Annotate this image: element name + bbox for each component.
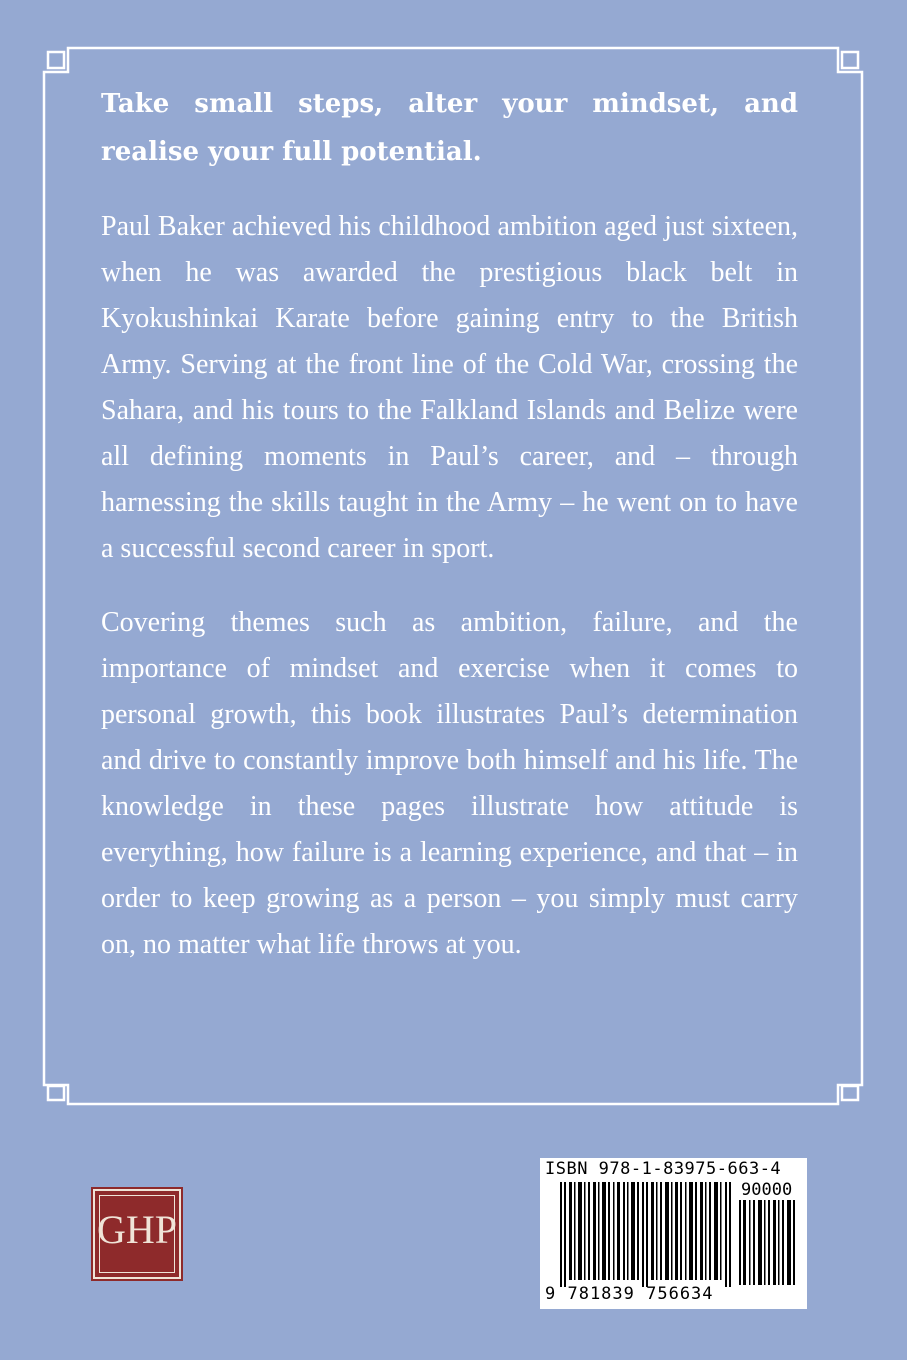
isbn-label: ISBN 978-1-83975-663-4 <box>545 1159 782 1179</box>
addon-bars <box>739 1200 799 1285</box>
ean-digits: 9 781839 756634 <box>545 1284 714 1304</box>
price-addon: 90000 <box>741 1180 793 1200</box>
blurb-paragraph-2: Covering themes such as ambition, failure, and the importance of mindset and exercise when it comes to personal growth, this book illustrates Paul’s determination and drive to constantly improve both himself and his life. The knowledge in these pages illustrate how attitude is everything, how failure is a learning experience, and that – in order to keep growing as a person – you simply must carry on, no matter what life throws at you. <box>101 607 798 960</box>
back-cover-blurb <box>101 80 798 996</box>
blurb-paragraph-1: Paul Baker achieved his childhood ambition aged just sixteen, when he was awarded the prestigious black belt in Kyokushinkai Karate before gaining entry to the British Army. Serving at the front line of the Cold War, crossing the Sahara, and his tours to the Falkland Islands and Belize were all defining moments in Paul’s career, and – through harnessing the skills taught in the Army – he went on to have a successful second career in sport. <box>101 211 798 564</box>
ean-bars <box>560 1182 735 1287</box>
publisher-logo-letters: GHP <box>96 1207 178 1252</box>
tagline: Take small steps, alter your mindset, and realise your full potential. <box>101 89 798 167</box>
publisher-logo <box>93 1189 181 1279</box>
